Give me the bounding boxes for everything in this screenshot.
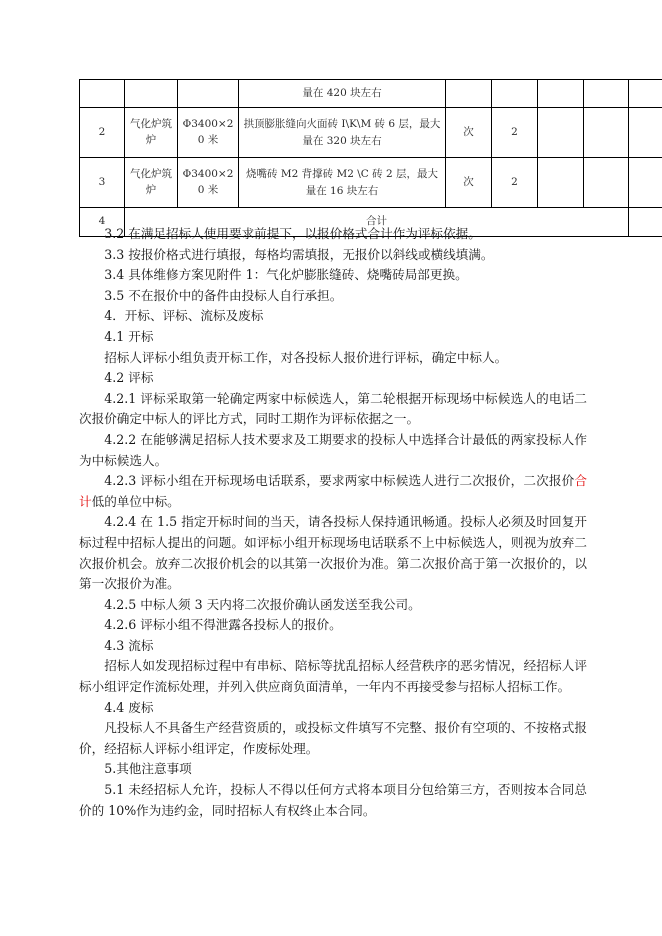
table-row (80, 80, 662, 108)
cell-unit: 次 (446, 108, 492, 158)
document-body (79, 224, 587, 821)
cell-name: 气化炉筑炉 (125, 158, 178, 208)
cell-desc: 烧嘴砖 M2 背撑砖 M2 \C 砖 2 层，最大量在 16 块左右 (239, 158, 446, 208)
cell-price2 (584, 80, 629, 108)
heading-4: 4．开标、评标、流标及废标 (104, 308, 264, 324)
cell-price1 (538, 158, 584, 208)
bid-price-table (79, 79, 662, 237)
heading-4-3: 4.3 流标 (104, 637, 154, 653)
paragraph-4-2-4: 4.2.4 在 1.5 指定开标时间的当天，请各投标人保持通讯畅通。投标人必须及时回复开标过程中招标人提出的问题。如评标小组开标现场电话联系不上中标候选人，则视为放弃二次报价机会。放弃二次报价机会的以其第一次报价为准。第二次报价高于第一次报价的，以第一次报价为准。 (79, 514, 587, 592)
cell-price3 (629, 158, 662, 208)
heading-5: 5.其他注意事项 (104, 761, 192, 777)
cell-no (80, 80, 125, 108)
cell-price2 (584, 108, 629, 158)
cell-unit: 次 (446, 158, 492, 208)
paragraph-4-1-body: 招标人评标小组负责开标工作，对各投标人报价进行评标，确定中标人。 (104, 349, 508, 365)
paragraph-5-1: 5.1 未经招标人允许，投标人不得以任何方式将本项目分包给第三方，否则按本合同总价的 10%作为违约金，同时招标人有权终止本合同。 (79, 782, 587, 818)
paragraph-3-2: 3.2 在满足招标人使用要求前提下，以报价格式合计作为评标依据。 (104, 226, 481, 241)
paragraph-3-4: 3.4 具体维修方案见附件 1：气化炉膨胀缝砖、烧嘴砖局部更换。 (104, 267, 468, 283)
cell-name (125, 80, 178, 108)
paragraph-4-2-3-prefix: 4.2.3 评标小组在开标现场电话联系，要求两家中标候选人进行二次报价，二次报价 (104, 473, 575, 489)
cell-total-value (629, 208, 662, 237)
cell-qty: 2 (492, 158, 538, 208)
cell-desc: 拱顶膨胀缝向火面砖 I\K\M 砖 6 层，最大量在 320 块左右 (239, 108, 446, 158)
heading-4-2: 4.2 评标 (104, 370, 154, 386)
cell-spec: Φ3400×20 米 (178, 158, 239, 208)
cell-no: 4 (80, 208, 125, 237)
paragraph-3-5: 3.5 不在报价中的备件由投标人自行承担。 (104, 287, 343, 303)
table-row (80, 158, 662, 208)
bid-price-table-wrapper (79, 79, 585, 237)
paragraph-4-2-6: 4.2.6 评标小组不得泄露各投标人的报价。 (104, 617, 342, 633)
cell-no: 2 (80, 108, 125, 158)
cell-total-label: 合计 (125, 208, 629, 237)
cell-price2 (584, 158, 629, 208)
paragraph-4-2-5: 4.2.5 中标人须 3 天内将二次报价确认函发送至我公司。 (104, 596, 421, 612)
paragraph-4-4-body: 凡投标人不具备生产经营资质的，或投标文件填写不完整、报价有空项的、不按格式报价，经招标人评标小组评定，作废标处理。 (79, 720, 587, 756)
table-row (80, 108, 662, 158)
cell-qty (492, 80, 538, 108)
heading-4-4: 4.4 废标 (104, 699, 154, 715)
paragraph-4-3-body: 招标人如发现招标过程中有串标、陪标等扰乱招标人经营秩序的恶劣情况，经招标人评标小组评定作流标处理，并列入供应商负面清单，一年内不再接受参与招标人招标工作。 (79, 658, 587, 695)
cell-price1 (538, 108, 584, 158)
cell-desc: 量在 420 块左右 (239, 80, 446, 108)
paragraph-4-2-2: 4.2.2 在能够满足招标人技术要求及工期要求的投标人中选择合计最低的两家投标人作为中标候选人。 (79, 431, 587, 468)
cell-name: 气化炉筑炉 (125, 108, 178, 158)
cell-spec (178, 80, 239, 108)
paragraph-4-2-3-suffix: 低的单位中标。 (91, 493, 180, 509)
cell-spec: Φ3400×20 米 (178, 108, 239, 158)
cell-price3 (629, 108, 662, 158)
cell-price3 (629, 80, 662, 108)
paragraph-4-2-3-highlight: 合计 (79, 473, 587, 509)
cell-price1 (538, 80, 584, 108)
paragraph-4-2-3 (79, 471, 587, 512)
cell-qty: 2 (492, 108, 538, 158)
cell-no: 3 (80, 158, 125, 208)
paragraph-3-3: 3.3 按报价格式进行填报，每格均需填报，无报价以斜线或横线填满。 (104, 246, 494, 262)
cell-unit (446, 80, 492, 108)
paragraph-4-2-1: 4.2.1 评标采取第一轮确定两家中标候选人，第二轮根据开标现场中标候选人的电话二次报价确定中标人的评比方式，同时工期作为评标依据之一。 (79, 390, 587, 427)
heading-4-1: 4.1 开标 (104, 328, 154, 344)
